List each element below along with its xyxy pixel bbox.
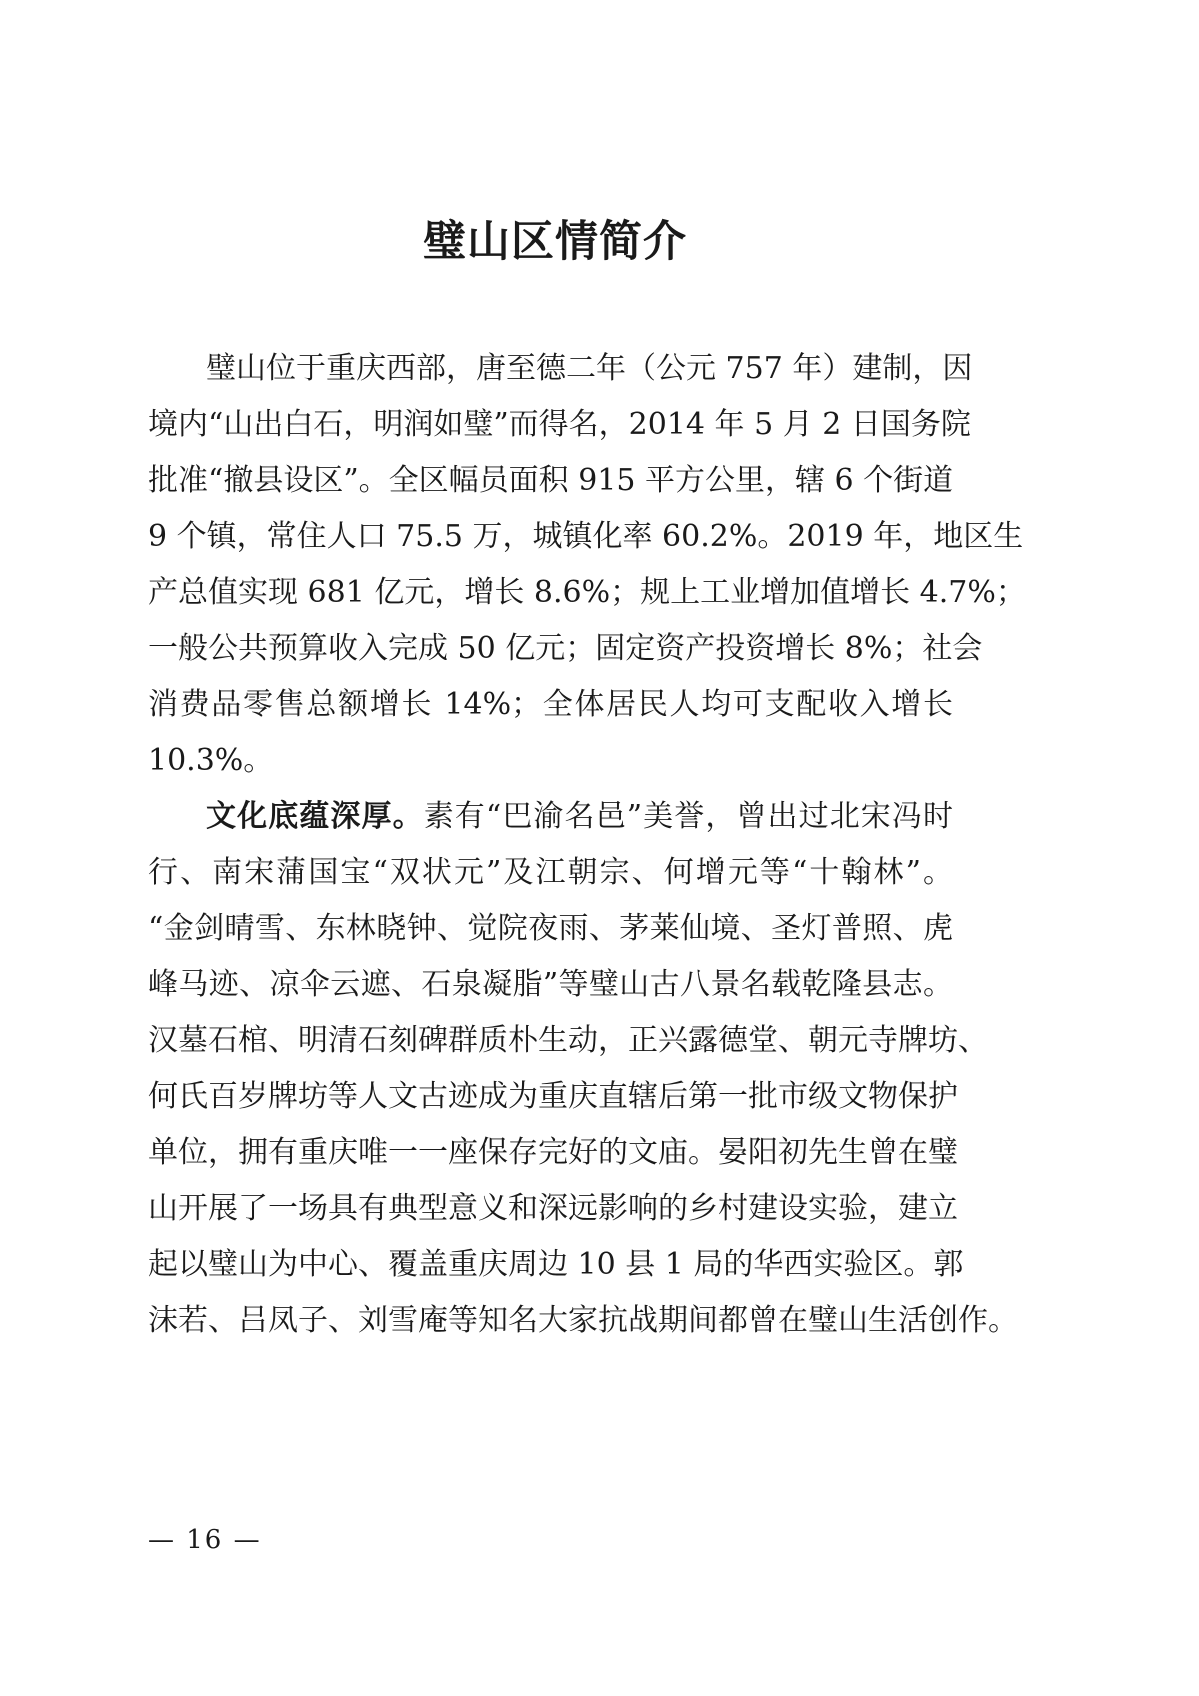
text-line: 10.3%。 <box>148 743 274 778</box>
text-line: 汉墓石棺、明清石刻碑群质朴生动，正兴露德堂、朝元寺牌坊、 <box>148 1023 988 1058</box>
text-line: 山开展了一场具有典型意义和深远影响的乡村建设实验，建立 <box>148 1191 958 1226</box>
paragraph-lead: 文化底蕴深厚。 <box>206 799 424 834</box>
text-line: 产总值实现 681 亿元，增长 8.6%；规上工业增加值增长 4.7%； <box>148 575 1026 610</box>
document-title: 璧山区情简介 <box>423 217 687 267</box>
paragraph-overview <box>148 341 1026 789</box>
page-number: — 16 — <box>148 1525 262 1555</box>
text-line: 起以璧山为中心、覆盖重庆周边 10 县 1 局的华西实验区。郭 <box>148 1247 964 1282</box>
text-line: 何氏百岁牌坊等人文古迹成为重庆直辖后第一批市级文物保护 <box>148 1079 958 1114</box>
text-line: 9 个镇，常住人口 75.5 万，城镇化率 60.2%。2019 年，地区生 <box>148 519 1024 554</box>
text-line: 一般公共预算收入完成 50 亿元；固定资产投资增长 8%；社会 <box>148 631 983 666</box>
text-line: “金剑晴雪、东林晓钟、觉院夜雨、茅莱仙境、圣灯普照、虎 <box>148 911 953 946</box>
text-line: 单位，拥有重庆唯一一座保存完好的文庙。晏阳初先生曾在璧 <box>148 1135 958 1170</box>
text-line: 消费品零售总额增长 14%；全体居民人均可支配收入增长 <box>148 687 953 722</box>
text-line: 璧山位于重庆西部，唐至德二年（公元 757 年）建制，因 <box>206 351 973 386</box>
text-line: 行、南宋蒲国宝“双状元”及江朝宗、何增元等“十翰林”。 <box>148 855 953 890</box>
paragraph-lead-continuation: 素有“巴渝名邑”美誉，曾出过北宋冯时 <box>423 799 953 834</box>
text-line: 批准“撤县设区”。全区幅员面积 915 平方公里，辖 6 个街道 <box>148 463 954 498</box>
text-line: 峰马迹、凉伞云遮、石泉凝脂”等璧山古八景名载乾隆县志。 <box>148 967 953 1002</box>
body-text <box>148 341 1026 1349</box>
text-line: 境内“山出白石，明润如璧”而得名，2014 年 5 月 2 日国务院 <box>148 407 971 442</box>
text-line: 沫若、吕凤子、刘雪庵等知名大家抗战期间都曾在璧山生活创作。 <box>148 1303 1018 1338</box>
paragraph-culture <box>148 789 1018 1349</box>
text-line <box>148 789 953 845</box>
